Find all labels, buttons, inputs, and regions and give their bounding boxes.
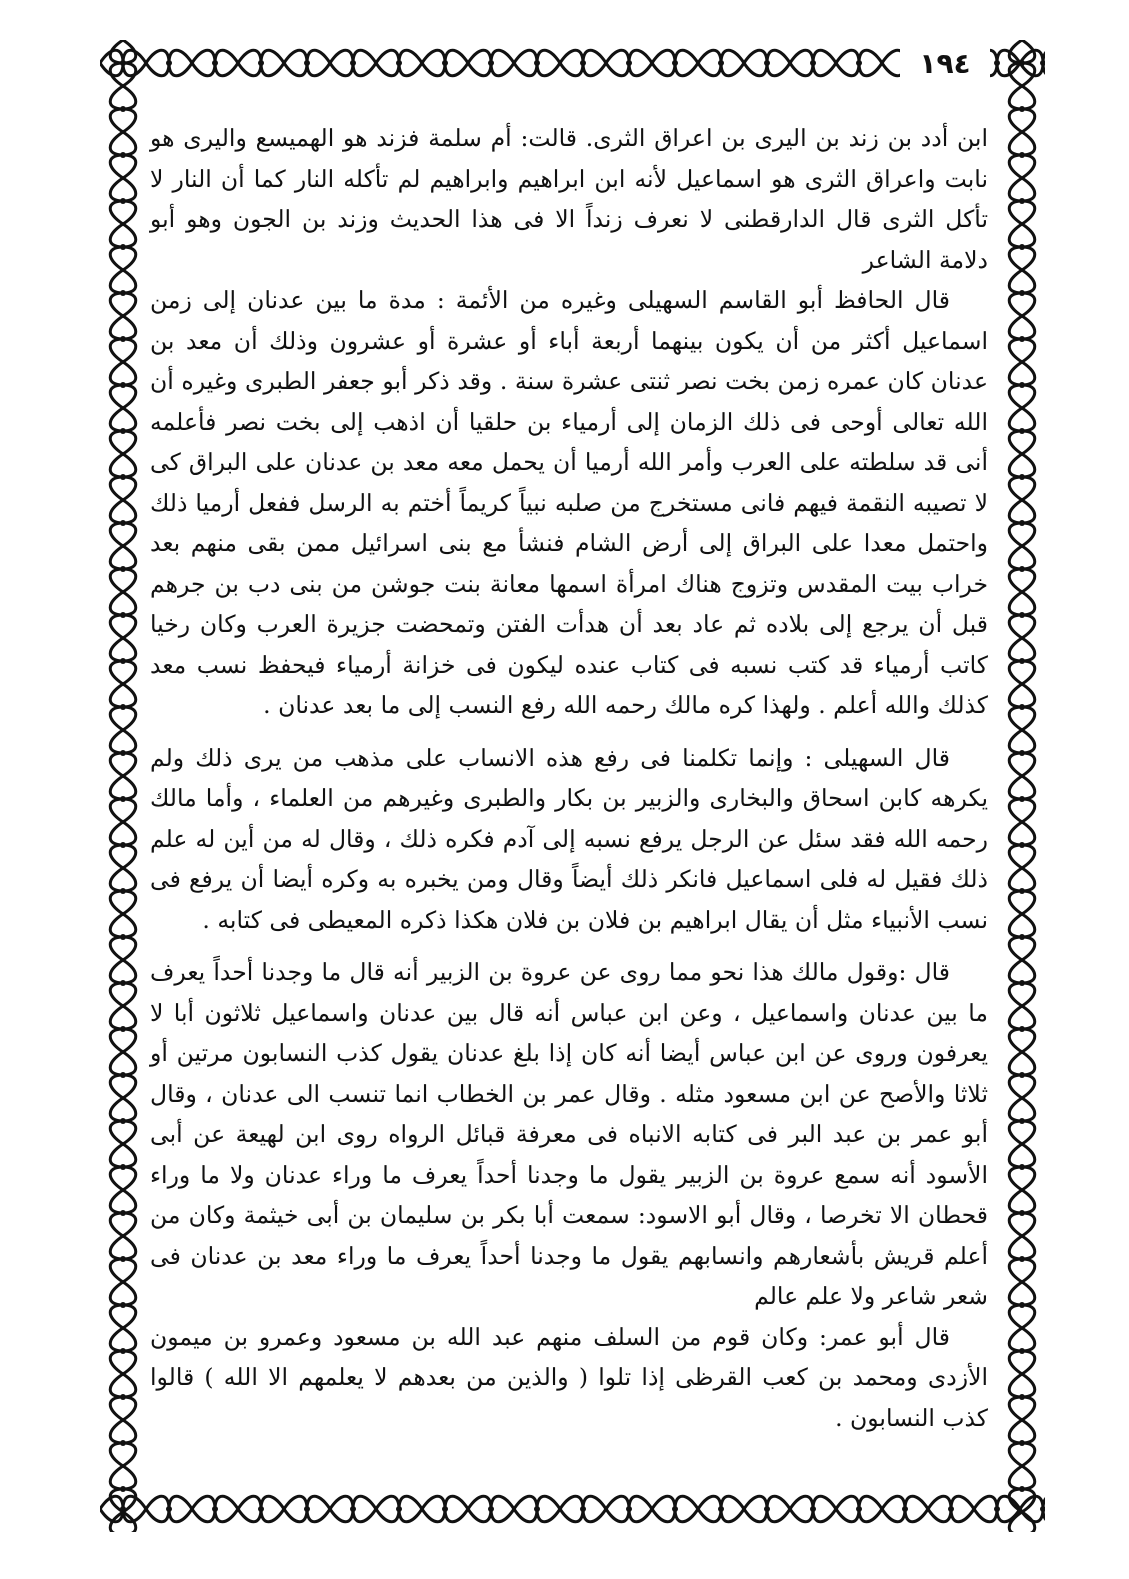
page-number: ١٩٤ [900, 46, 990, 82]
ornamental-border-bottom [100, 1486, 1045, 1532]
ornamental-border-right [999, 40, 1045, 1532]
page-text [150, 118, 988, 1438]
paragraph-3: قال السهيلى : وإنما تكلمنا فى رفع هذه الانساب على مذهب من يرى ذلك ولم يكرهه كابن اسحاق والبخارى والزبير بن بكار والطبرى وغيرهم من العلماء ، وأما مالك رحمه الله فقد سئل عن الرجل يرفع نسبه إلى آدم فكره ذلك ، وقال له من أين له علم ذلك فقيل له فلى اسماعيل فانكر ذلك أيضاً وقال ومن يخبره به وكره أيضا أن يرفع فى نسب الأنبياء مثل أن يقال ابراهيم بن فلان بن فلان هكذا ذكره المعيطى فى كتابه . [150, 743, 988, 934]
paragraph-1: ابن أدد بن زند بن اليرى بن اعراق الثرى. قالت: أم سلمة فزند هو الهميسع واليرى هو نابت واعراق الثرى هو اسماعيل لأنه ابن ابراهيم وابراهيم لم تأكله النار كما أن النار لا تأكل الثرى قال الدارقطنى لا نعرف زنداً الا فى هذا الحديث وزند بن الجون وهو أبو دلامة الشاعر [150, 124, 988, 274]
ornamental-border-left [100, 40, 146, 1532]
paragraph-5: قال أبو عمر: وكان قوم من السلف منهم عبد الله بن مسعود وعمرو بن ميمون الأزدى ومحمد بن كعب القرظى إذا تلوا ( والذين من بعدهم لا يعلمهم الا الله ) قالوا كذب النسابون . [150, 1322, 988, 1432]
paragraph-2: قال الحافظ أبو القاسم السهيلى وغيره من الأئمة : مدة ما بين عدنان إلى زمن اسماعيل أكثر من أن يكون بينهما أربعة أباء أو عشرة أو عشرون وذلك أن معد بن عدنان كان عمره زمن بخت نصر ثنتى عشرة سنة . وقد ذكر أبو جعفر الطبرى وغيره أن الله تعالى أوحى فى ذلك الزمان إلى أرمياء بن حلقيا أن اذهب إلى بخت نصر فأعلمه أنى قد سلطته على العرب وأمر الله أرميا أن يحمل معه معد بن عدنان على البراق كى لا تصيبه النقمة فيهم فانى مستخرج من صلبه نبياً كريماً أختم به الرسل ففعل أرميا ذلك واحتمل معدا على البراق إلى أرض الشام فنشأ مع بنى اسرائيل ممن بقى منهم بعد خراب بيت المقدس وتزوج هناك امرأة اسمها معانة بنت جوشن من بنى دب بن جرهم قبل أن يرجع إلى بلاده ثم عاد بعد أن هدأت الفتن وتمحضت جزيرة العرب وكان رخيا كاتب أرمياء قد كتب نسبه فى كتاب عنده ليكون فى خزانة أرمياء فيحفظ نسب معد كذلك والله أعلم . ولهذا كره مالك رحمه الله رفع النسب إلى ما بعد عدنان . [150, 286, 988, 719]
paragraph-4: قال :وقول مالك هذا نحو مما روى عن عروة بن الزبير أنه قال ما وجدنا أحداً يعرف ما بين عدنان واسماعيل ، وعن ابن عباس أنه قال بين عدنان واسماعيل ثلاثون أبا لا يعرفون وروى عن ابن عباس أيضا أنه كان إذا بلغ عدنان يقول كذب النسابون مرتين أو ثلاثا والأصح عن ابن مسعود مثله . وقال عمر بن الخطاب انما تنسب الى عدنان ، وقال أبو عمر بن عبد البر فى كتابه الانباه فى معرفة قبائل الرواه روى ابن لهيعة عن أبى الأسود أنه سمع عروة بن الزبير يقول ما وجدنا أحداً يعرف ما وراء عدنان ولا ما وراء قحطان الا تخرصا ، وقال أبو الاسود: سمعت أبا بكر بن سليمان بن أبى خيثمة وكان من أعلم قريش بأشعارهم وانسابهم يقول ما وجدنا أحداً يعرف ما وراء معد بن عدنان فى شعر شاعر ولا علم عالم [150, 958, 988, 1310]
